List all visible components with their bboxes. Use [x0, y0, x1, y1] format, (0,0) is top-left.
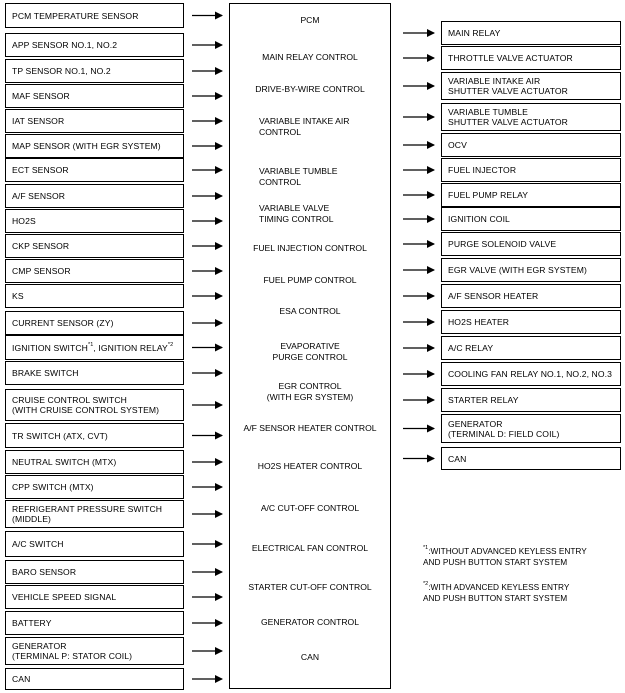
input-box	[5, 668, 184, 690]
input-box	[5, 500, 184, 528]
output-box	[441, 336, 621, 360]
output-label: STARTER RELAY	[448, 395, 519, 405]
output-box	[441, 72, 621, 100]
input-box	[5, 585, 184, 609]
output-label: HO2S HEATER	[448, 317, 510, 327]
output-box	[441, 447, 621, 470]
pcm-function-label: VARIABLE VALVE TIMING CONTROL	[259, 203, 334, 224]
pcm-function-label: MAIN RELAY CONTROL	[262, 52, 358, 62]
input-label: VEHICLE SPEED SIGNAL	[12, 592, 117, 602]
input-box	[5, 311, 184, 335]
output-box	[441, 310, 621, 334]
pcm-function-label: VARIABLE INTAKE AIR CONTROL	[259, 116, 350, 137]
input-box	[5, 259, 184, 283]
input-label: PCM TEMPERATURE SENSOR	[12, 10, 139, 21]
input-box	[5, 184, 184, 208]
input-label: KS	[12, 291, 24, 301]
output-box	[441, 183, 621, 207]
output-box	[441, 414, 621, 443]
input-label: GENERATOR (TERMINAL P: STATOR COIL)	[12, 641, 133, 661]
pcm-function-label: FUEL INJECTION CONTROL	[253, 243, 367, 253]
input-label: CAN	[12, 674, 31, 684]
pcm-function-label: GENERATOR CONTROL	[260, 617, 360, 627]
output-label: A/C RELAY	[448, 343, 494, 353]
input-box	[5, 450, 184, 474]
input-label: CMP SENSOR	[12, 266, 71, 276]
output-label: GENERATOR (TERMINAL D: FIELD COIL)	[448, 418, 560, 439]
input-label: NEUTRAL SWITCH (MTX)	[12, 457, 117, 467]
input-box	[5, 611, 184, 635]
output-label: OCV	[448, 140, 467, 150]
input-label: CRUISE CONTROL SWITCH (WITH CRUISE CONTROL SYSTEM)	[12, 395, 160, 415]
output-label: THROTTLE VALVE ACTUATOR	[448, 53, 573, 63]
footnote-2-text: :WITH ADVANCED KEYLESS ENTRY AND PUSH BUTTON START SYSTEM	[423, 582, 570, 603]
input-box	[5, 109, 184, 133]
output-box	[441, 46, 621, 70]
output-box	[441, 388, 621, 412]
input-label: IAT SENSOR	[12, 116, 65, 126]
output-label: VARIABLE TUMBLE SHUTTER VALVE ACTUATOR	[448, 107, 568, 127]
pcm-function-label: HO2S HEATER CONTROL	[257, 461, 363, 471]
input-box	[5, 3, 184, 28]
pcm-function-label: STARTER CUT-OFF CONTROL	[248, 582, 372, 592]
output-box	[441, 158, 621, 182]
input-box	[5, 475, 184, 499]
output-box	[441, 133, 621, 157]
input-box	[5, 531, 184, 557]
input-box	[5, 234, 184, 258]
output-label: FUEL INJECTOR	[448, 165, 517, 175]
input-box	[5, 84, 184, 108]
output-label: COOLING FAN RELAY NO.1, NO.2, NO.3	[448, 369, 613, 379]
input-label: IGNITION SWITCH$^{*1}$, IGNITION RELAY$^{*2}$	[12, 341, 174, 353]
footnote-2	[423, 582, 569, 604]
input-box	[5, 158, 184, 182]
pcm-function-label: VARIABLE TUMBLE CONTROL	[259, 166, 338, 187]
pcm-function-label: A/F SENSOR HEATER CONTROL	[243, 423, 377, 433]
input-box	[5, 389, 184, 421]
input-label: CPP SWITCH (MTX)	[12, 482, 94, 492]
pcm-function-label: FUEL PUMP CONTROL	[263, 275, 357, 285]
output-label: VARIABLE INTAKE AIR SHUTTER VALVE ACTUATOR	[448, 76, 568, 96]
input-box	[5, 134, 184, 158]
output-box	[441, 232, 621, 256]
output-label: PURGE SOLENOID VALVE	[448, 239, 557, 249]
input-label: BARO SENSOR	[12, 567, 77, 577]
input-label: BRAKE SWITCH	[12, 368, 79, 378]
footnote-2-mark: *2	[423, 581, 429, 587]
output-box	[441, 207, 621, 231]
input-box	[5, 284, 184, 308]
output-label: EGR VALVE (WITH EGR SYSTEM)	[448, 265, 587, 275]
input-label: A/C SWITCH	[12, 539, 64, 549]
output-label: MAIN RELAY	[448, 28, 501, 38]
input-box	[5, 560, 184, 584]
output-label: CAN	[448, 453, 467, 464]
input-label: CURRENT SENSOR (ZY)	[12, 318, 114, 328]
pcm-function-label: DRIVE-BY-WIRE CONTROL	[255, 84, 365, 94]
input-label: MAP SENSOR (WITH EGR SYSTEM)	[12, 141, 161, 151]
input-label: CKP SENSOR	[12, 241, 70, 251]
footnote-1-text: :WITHOUT ADVANCED KEYLESS ENTRY AND PUSH BUTTON START SYSTEM	[423, 546, 587, 567]
input-box	[5, 423, 184, 448]
output-box	[441, 258, 621, 282]
input-box	[5, 33, 184, 57]
input-box	[5, 637, 184, 665]
input-label: ECT SENSOR	[12, 165, 69, 175]
input-label: BATTERY	[12, 618, 52, 628]
output-box	[441, 284, 621, 308]
output-box	[441, 362, 621, 386]
pcm-function-label: EGR CONTROL (WITH EGR SYSTEM)	[266, 381, 354, 402]
input-label: HO2S	[12, 216, 36, 226]
input-box	[5, 335, 184, 360]
input-label: TR SWITCH (ATX, CVT)	[12, 430, 108, 441]
input-box	[5, 209, 184, 233]
pcm-function-label: ELECTRICAL FAN CONTROL	[251, 543, 369, 553]
output-label: IGNITION COIL	[448, 214, 510, 224]
input-label: TP SENSOR NO.1, NO.2	[12, 66, 111, 76]
input-box	[5, 59, 184, 83]
input-label: REFRIGERANT PRESSURE SWITCH (MIDDLE)	[12, 504, 163, 524]
input-box	[5, 361, 184, 385]
output-label: FUEL PUMP RELAY	[448, 190, 529, 200]
pcm-function-label: EVAPORATIVE PURGE CONTROL	[272, 341, 348, 362]
input-label: APP SENSOR NO.1, NO.2	[12, 40, 118, 50]
pcm-function-label: CAN	[300, 652, 320, 662]
output-box	[441, 21, 621, 45]
footnote-1	[423, 546, 587, 568]
input-label: A/F SENSOR	[12, 191, 66, 201]
output-label: A/F SENSOR HEATER	[448, 291, 539, 301]
output-box	[441, 103, 621, 131]
pcm-function-label: A/C CUT-OFF CONTROL	[260, 503, 360, 513]
pcm-function-label: ESA CONTROL	[279, 306, 341, 316]
input-label: MAF SENSOR	[12, 91, 70, 101]
footnote-1-mark: *1	[423, 545, 429, 551]
pcm-title: PCM	[300, 15, 320, 25]
